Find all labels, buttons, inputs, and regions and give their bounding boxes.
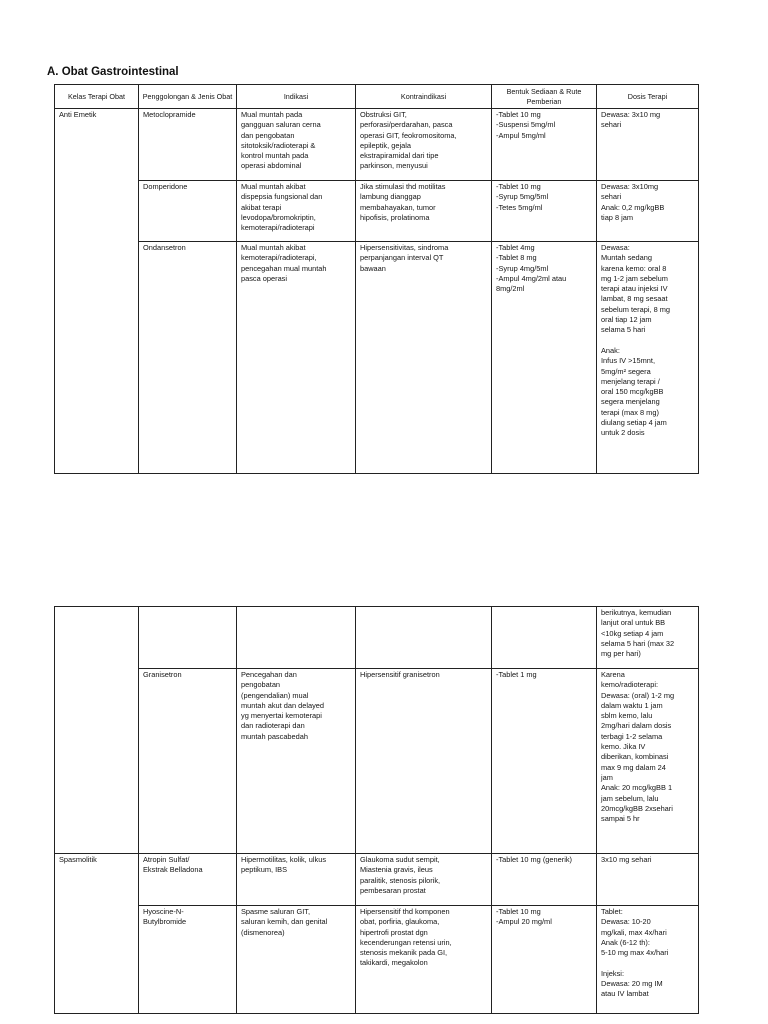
drug-table-page-2: [54, 606, 699, 1014]
cell-dosis: 3x10 mg sehari: [597, 854, 699, 906]
table-row: [55, 669, 699, 854]
cell-kelas: [55, 607, 139, 854]
cell-indikasi: Hipermotilitas, kolik, ulkus peptikum, IBS: [237, 854, 356, 906]
cell-jenis: Metoclopramide: [139, 109, 237, 181]
cell-jenis: Domperidone: [139, 181, 237, 242]
cell-jenis: Granisetron: [139, 669, 237, 854]
cell-indikasi: Mual muntah pada gangguan saluran cerna dan pengobatan sitotoksik/radioterapi & kontrol muntah pada operasi abdominal: [237, 109, 356, 181]
header-kontraindikasi: Kontraindikasi: [356, 85, 492, 109]
cell-sediaan: -Tablet 10 mg (generik): [492, 854, 597, 906]
table-row: [55, 854, 699, 906]
drug-table-page-1: [54, 84, 699, 474]
cell-kontraindikasi: Hipersensitif granisetron: [356, 669, 492, 854]
cell-jenis: Hyoscine-N- Butylbromide: [139, 906, 237, 1014]
table-row: [55, 109, 699, 181]
cell-indikasi: Mual muntah akibat dispepsia fungsional dan akibat terapi levodopa/bromokriptin, kemoterapi/radioterapi: [237, 181, 356, 242]
table-row: [55, 906, 699, 1014]
cell-jenis: Ondansetron: [139, 242, 237, 474]
cell-kontraindikasi: Glaukoma sudut sempit, Miastenia gravis, ileus paralitik, stenosis pilorik, pembesaran prostat: [356, 854, 492, 906]
table-row: [55, 242, 699, 474]
cell-jenis: [139, 607, 237, 669]
cell-kontraindikasi: Hipersensitif thd komponen obat, porfiria, glaukoma, hipertrofi prostat dgn kecenderungan retensi urin, stenosis mekanik pada GI, takikardi, megakolon: [356, 906, 492, 1014]
cell-kontraindikasi: [356, 607, 492, 669]
cell-dosis: Dewasa: 3x10 mg sehari: [597, 109, 699, 181]
cell-kelas: Anti Emetik: [55, 109, 139, 474]
cell-dosis: Dewasa: Muntah sedang karena kemo: oral 8 mg 1-2 jam sebelum terapi atau injeksi IV lambat, 8 mg sesaat sebelum terapi, 8 mg oral tiap 12 jam selama 5 hari Anak: Infus IV >15mnt, 5mg/m² segera menjelang terapi / oral 150 mcg/kgBB segera menjelang terapi (max 8 mg) diulang setiap 4 jam untuk 2 dosis: [597, 242, 699, 474]
cell-indikasi: Spasme saluran GIT, saluran kemih, dan genital (dismenorea): [237, 906, 356, 1014]
table-header-row: [55, 85, 699, 109]
cell-sediaan: [492, 607, 597, 669]
header-kelas: Kelas Terapi Obat: [55, 85, 139, 109]
cell-dosis: berikutnya, kemudian lanjut oral untuk BB <10kg setiap 4 jam selama 5 hari (max 32 mg per hari): [597, 607, 699, 669]
table-row: [55, 607, 699, 669]
cell-sediaan: -Tablet 1 mg: [492, 669, 597, 854]
cell-sediaan: -Tablet 4mg -Tablet 8 mg -Syrup 4mg/5ml -Ampul 4mg/2ml atau 8mg/2ml: [492, 242, 597, 474]
cell-indikasi: Pencegahan dan pengobatan (pengendalian) mual muntah akut dan delayed yg menyertai kemoterapi dan radioterapi dan muntah pascabedah: [237, 669, 356, 854]
section-title: A. Obat Gastrointestinal: [47, 66, 179, 78]
cell-sediaan: -Tablet 10 mg -Ampul 20 mg/ml: [492, 906, 597, 1014]
cell-jenis: Atropin Sulfat/ Ekstrak Belladona: [139, 854, 237, 906]
cell-dosis: Karena kemo/radioterapi: Dewasa: (oral) 1-2 mg dalam waktu 1 jam sblm kemo, lalu 2mg/hari dalam dosis terbagi 1-2 selama kemo. Jika IV diberikan, kombinasi max 9 mg dalam 24 jam Anak: 20 mcg/kgBB 1 jam sebelum, lalu 20mcg/kgBB 2xsehari sampai 5 hr: [597, 669, 699, 854]
cell-sediaan: -Tablet 10 mg -Suspensi 5mg/ml -Ampul 5mg/ml: [492, 109, 597, 181]
cell-kontraindikasi: Jika stimulasi thd motilitas lambung dianggap membahayakan, tumor hipofisis, prolatinoma: [356, 181, 492, 242]
table-row: [55, 181, 699, 242]
cell-indikasi: Mual muntah akibat kemoterapi/radioterapi, pencegahan mual muntah pasca operasi: [237, 242, 356, 474]
header-sediaan: Bentuk Sediaan & Rute Pemberian: [492, 85, 597, 109]
cell-indikasi: [237, 607, 356, 669]
cell-kelas: Spasmolitik: [55, 854, 139, 1014]
header-jenis: Penggolongan & Jenis Obat: [139, 85, 237, 109]
cell-kontraindikasi: Hipersensitivitas, sindroma perpanjangan interval QT bawaan: [356, 242, 492, 474]
header-dosis: Dosis Terapi: [597, 85, 699, 109]
cell-dosis: Tablet: Dewasa: 10-20 mg/kali, max 4x/hari Anak (6-12 th): 5-10 mg max 4x/hari Injeksi: Dewasa: 20 mg IM atau IV lambat: [597, 906, 699, 1014]
cell-sediaan: -Tablet 10 mg -Syrup 5mg/5ml -Tetes 5mg/ml: [492, 181, 597, 242]
cell-kontraindikasi: Obstruksi GIT, perforasi/perdarahan, pasca operasi GIT, feokromositoma, epileptik, gejala ekstrapiramidal dari tipe parkinson, menyusui: [356, 109, 492, 181]
header-indikasi: Indikasi: [237, 85, 356, 109]
cell-dosis: Dewasa: 3x10mg sehari Anak: 0,2 mg/kgBB tiap 8 jam: [597, 181, 699, 242]
